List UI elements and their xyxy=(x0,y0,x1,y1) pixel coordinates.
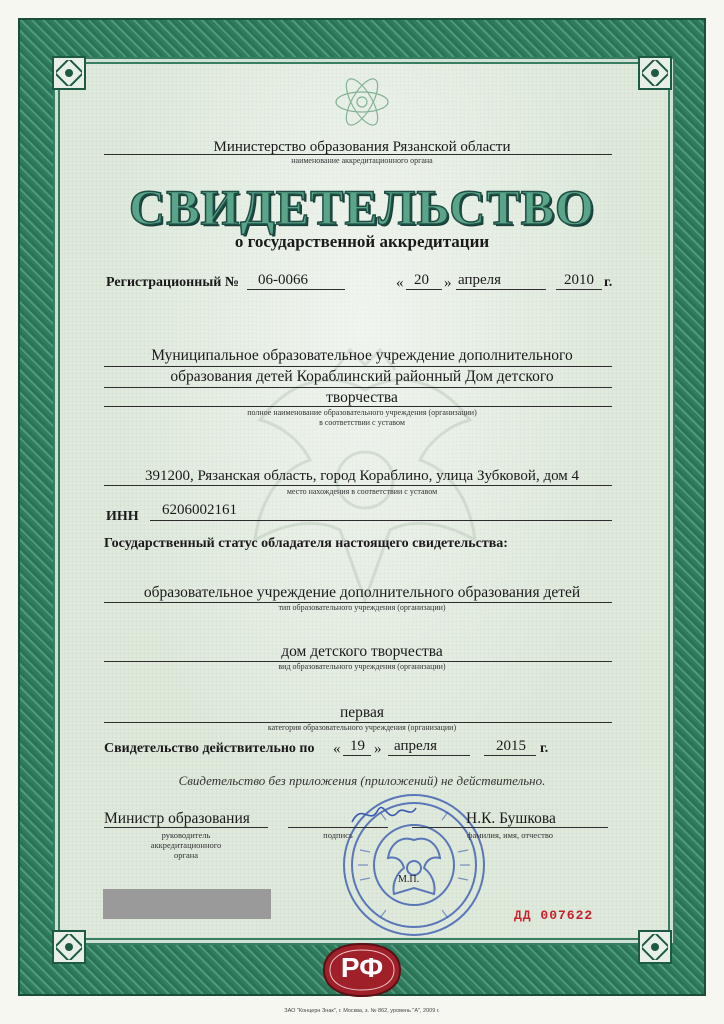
status-type-caption: тип образовательного учреждения (организации) xyxy=(278,603,446,612)
validity-day-open: « xyxy=(333,741,341,757)
validity-note: Свидетельство без приложения (приложений) не действительно. xyxy=(178,773,546,788)
status-kind: дом детского творчества xyxy=(281,643,443,660)
registration-day-open: « xyxy=(396,275,404,291)
signature-caption: подпись xyxy=(323,830,353,840)
registration-number: 06-0066 xyxy=(258,272,308,288)
corner-ornament-icon xyxy=(52,56,86,90)
certificate-title: СВИДЕТЕЛЬСТВО xyxy=(129,179,595,235)
registration-month: апреля xyxy=(458,272,502,288)
organization-name-caption2: в соответствии с уставом xyxy=(319,418,405,427)
status-type: образовательное учреждение дополнительного образования детей xyxy=(143,584,581,601)
status-category-caption: категория образовательного учреждения (организации) xyxy=(267,723,457,732)
organization-address: 391200, Рязанская область, город Кораблино, улица Зубковой, дом 4 xyxy=(144,468,580,484)
organization-name-caption1: полное наименование образовательного учреждения (организации) xyxy=(247,408,477,417)
organization-name-line1: Муниципальное образовательное учреждение дополнительного xyxy=(151,347,573,364)
registration-day: 20 xyxy=(414,272,429,288)
organization-name-line2: образования детей Кораблинский районный Дом детского xyxy=(170,368,554,385)
validity-month: апреля xyxy=(394,738,438,754)
registration-year-underline xyxy=(556,289,602,290)
address-caption: место нахождения в соответствии с уставом xyxy=(286,487,438,496)
signatory-position-caption2: аккредитационного xyxy=(150,840,222,850)
inn-underline xyxy=(150,520,612,521)
organization-name-line3: творчества xyxy=(326,389,398,406)
validity-year-underline xyxy=(484,755,536,756)
validity-day: 19 xyxy=(350,738,365,754)
signatory-position-underline xyxy=(104,827,268,828)
validity-label: Свидетельство действительно по xyxy=(104,741,315,756)
registration-label: Регистрационный № xyxy=(106,275,239,290)
signatory-position: Министр образования xyxy=(104,810,250,827)
corner-ornament-icon xyxy=(638,56,672,90)
validity-year-suffix: г. xyxy=(540,741,549,756)
status-heading: Государственный статус обладателя настоящего свидетельства: xyxy=(104,536,508,551)
issuer-caption: наименование аккредитационного органа xyxy=(291,156,433,165)
signatory-position-caption3: органа xyxy=(173,850,199,860)
rf-badge-text: РФ xyxy=(340,952,384,983)
status-kind-caption: вид образовательного учреждения (организации) xyxy=(278,662,446,671)
form-serial-number: ДД 007622 xyxy=(514,908,594,923)
validity-day-underline xyxy=(343,755,371,756)
corner-ornament-icon xyxy=(52,930,86,964)
registration-year-suffix: г. xyxy=(604,275,613,290)
issuer-underline xyxy=(104,154,612,155)
inn-label: ИНН xyxy=(106,509,139,524)
registration-day-close: » xyxy=(444,275,452,291)
corner-ornament-icon xyxy=(638,930,672,964)
certificate-subtitle: о государственной аккредитации xyxy=(234,232,490,251)
redacted-area xyxy=(103,889,271,919)
validity-month-underline xyxy=(388,755,470,756)
status-category: первая xyxy=(339,704,385,721)
organization-name-underline3 xyxy=(104,406,612,407)
rosette-ornament-icon xyxy=(332,74,392,130)
organization-name-underline2 xyxy=(104,387,612,388)
registration-month-underline xyxy=(456,289,546,290)
address-underline xyxy=(104,485,612,486)
signatory-name: Н.К. Бушкова xyxy=(466,810,556,827)
signatory-name-caption: фамилия, имя, отчество xyxy=(466,830,554,840)
handwritten-signature-icon xyxy=(348,796,418,832)
registration-year: 2010 xyxy=(564,272,594,288)
organization-name-underline1 xyxy=(104,366,612,367)
registration-number-underline xyxy=(247,289,345,290)
inn-value: 6206002161 xyxy=(162,502,237,518)
printer-imprint: ЗАО "Концерн Знак", г. Москва, з. № 862, уровень "А", 2009 г. xyxy=(284,1008,440,1014)
validity-day-close: » xyxy=(374,741,382,757)
issuer-name: Министерство образования Рязанской области xyxy=(213,139,511,155)
validity-year: 2015 xyxy=(496,738,526,754)
signatory-name-underline xyxy=(412,827,608,828)
seal-placement-label: М.П. xyxy=(398,874,420,885)
registration-day-underline xyxy=(406,289,442,290)
signatory-position-caption1: руководитель xyxy=(161,830,211,840)
